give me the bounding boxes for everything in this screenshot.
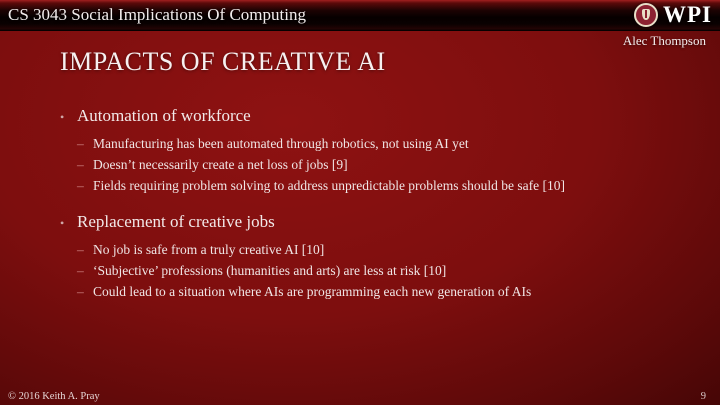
bullet-label: Automation of workforce (77, 106, 251, 125)
sub-bullet-item (77, 281, 690, 302)
dash-icon: – (77, 136, 84, 151)
dash-icon: – (77, 178, 84, 193)
sub-bullet-text: Doesn’t necessarily create a net loss of jobs [9] (93, 157, 348, 172)
wpi-logo-text: WPI (663, 2, 712, 27)
dash-icon: – (77, 242, 84, 257)
dash-icon: – (77, 284, 84, 299)
copyright-text: © 2016 Keith A. Pray (8, 391, 100, 402)
bullet-icon: • (60, 110, 65, 124)
bullet-item (60, 103, 690, 130)
header-bar (0, 0, 720, 31)
sub-bullet-text: ‘Subjective’ professions (humanities and arts) are less at risk [10] (93, 263, 447, 278)
bullet-section-automation (60, 103, 690, 196)
author-name: Alec Thompson (622, 33, 706, 48)
wpi-seal-icon (634, 3, 658, 27)
sub-bullet-item (77, 239, 690, 260)
sub-bullet-item (77, 260, 690, 281)
sub-bullet-item (77, 133, 690, 154)
sub-bullet-text: No job is safe from a truly creative AI [10] (93, 242, 325, 257)
bullet-icon: • (60, 216, 65, 230)
sub-bullet-text: Fields requiring problem solving to address unpredictable problems should be safe [10] (93, 178, 566, 193)
bullet-label: Replacement of creative jobs (77, 212, 275, 231)
bullet-item (60, 209, 690, 236)
bullet-section-replacement (60, 209, 690, 302)
sub-bullet-text: Manufacturing has been automated through robotics, not using AI yet (93, 136, 469, 151)
page-number: 9 (700, 391, 706, 402)
sub-bullet-text: Could lead to a situation where AIs are programming each new generation of AIs (93, 284, 532, 299)
wpi-logo (634, 2, 720, 28)
sub-bullet-list (77, 133, 690, 196)
page-title: IMPACTS OF CREATIVE AI (60, 47, 386, 76)
dash-icon: – (77, 157, 84, 172)
dash-icon: – (77, 263, 84, 278)
sub-bullet-item (77, 154, 690, 175)
slide-content (60, 103, 690, 315)
course-title: CS 3043 Social Implications Of Computing (8, 5, 306, 24)
sub-bullet-item (77, 175, 690, 196)
sub-bullet-list (77, 239, 690, 302)
